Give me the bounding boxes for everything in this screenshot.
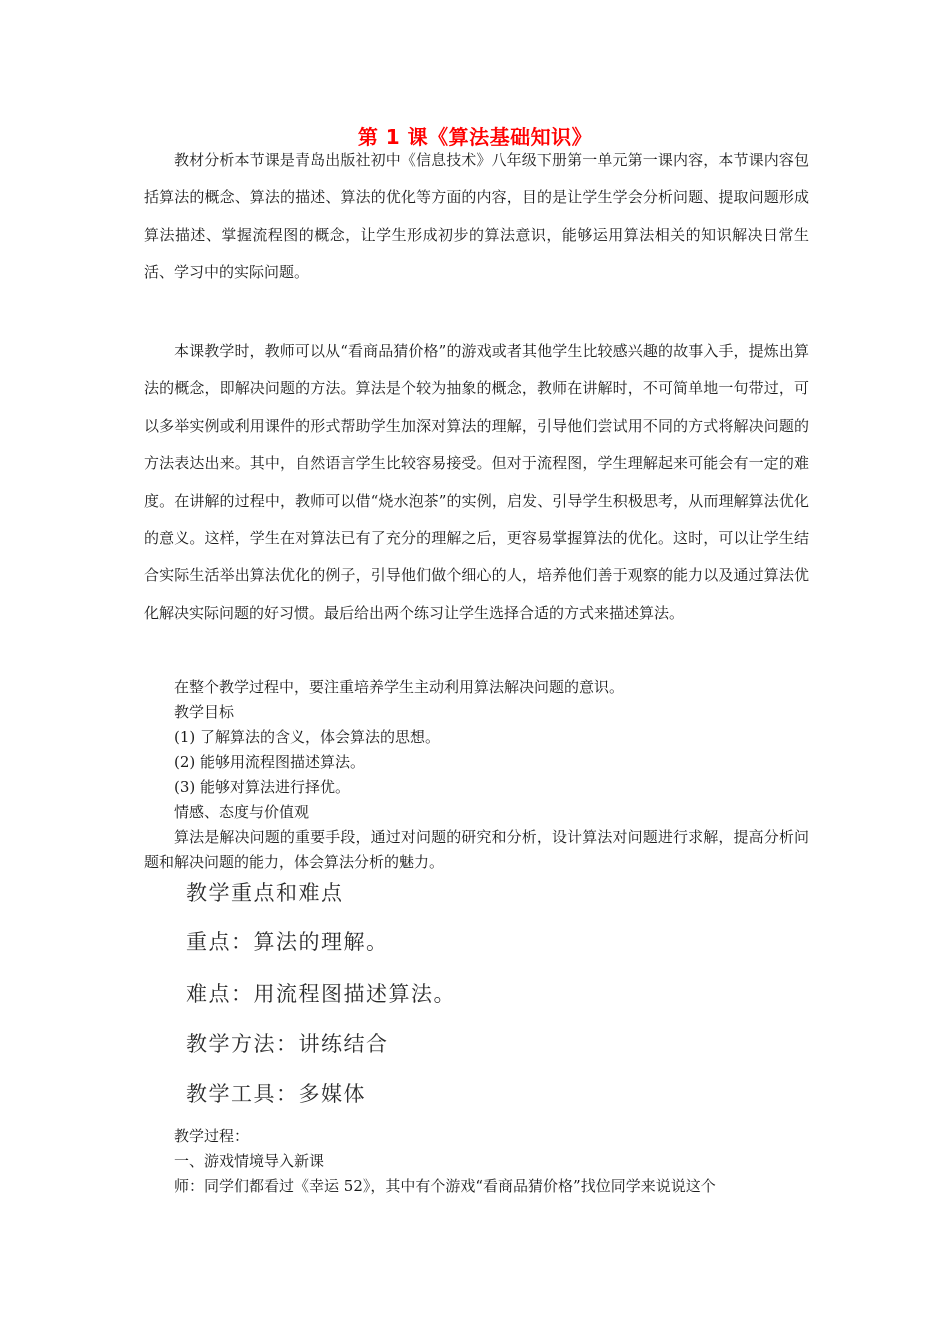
key-difficulty-heading: 教学重点和难点 bbox=[186, 881, 344, 905]
paragraph-teaching-advice bbox=[144, 333, 809, 632]
objective-item-3: (3) 能够对算法进行择优。 bbox=[174, 778, 351, 796]
key-point: 重点：算法的理解。 bbox=[186, 930, 389, 954]
difficult-point: 难点：用流程图描述算法。 bbox=[186, 982, 456, 1006]
emotion-heading: 情感、态度与价值观 bbox=[174, 803, 310, 821]
paragraph-awareness: 在整个教学过程中，要注重培养学生主动利用算法解决问题的意识。 bbox=[174, 678, 625, 696]
objectives-block bbox=[144, 675, 809, 875]
teacher-line: 师：同学们都看过《幸运 52》，其中有个游戏“看商品猜价格”找位同学来说说这个 bbox=[174, 1177, 716, 1195]
objective-item-2: (2) 能够用流程图描述算法。 bbox=[174, 753, 366, 771]
teaching-method: 教学方法：讲练结合 bbox=[186, 1032, 389, 1056]
section-heading: 一、游戏情境导入新课 bbox=[174, 1152, 325, 1170]
process-heading: 教学过程： bbox=[174, 1127, 250, 1145]
objectives-heading: 教学目标 bbox=[174, 703, 235, 721]
paragraph-text: 教材分析本节课是青岛出版社初中《信息技术》八年级下册第一单元第一课内容，本节课内容包括算法的概念、算法的描述、算法的优化等方面的内容，目的是让学生学会分析问题、提取问题形成算法描述、掌握流程图的概念，让学生形成初步的算法意识，能够运用算法相关的知识解决日常生活、学习中的实际问题。 bbox=[144, 151, 809, 282]
teaching-tools: 教学工具：多媒体 bbox=[186, 1082, 366, 1106]
objective-item-1: (1) 了解算法的含义，体会算法的思想。 bbox=[174, 728, 441, 746]
paragraph-material-analysis bbox=[144, 142, 809, 292]
lesson-title: 第 1 课《算法基础知识》 bbox=[357, 125, 593, 149]
process-block bbox=[144, 1124, 809, 1199]
emotion-text: 算法是解决问题的重要手段，通过对问题的研究和分析，设计算法对问题进行求解，提高分析问题和解决问题的能力，体会算法分析的魅力。 bbox=[144, 828, 809, 871]
paragraph-text: 本课教学时，教师可以从“看商品猜价格”的游戏或者其他学生比较感兴趣的故事入手，提炼出算法的概念，即解决问题的方法。算法是个较为抽象的概念，教师在讲解时，不可简单地一句带过，可以多举实例或利用课件的形式帮助学生加深对算法的理解，引导他们尝试用不同的方式将解决问题的方法表达出来。其中，自然语言学生比较容易接受。但对于流程图，学生理解起来可能会有一定的难度。在讲解的过程中，教师可以借“烧水泡茶”的实例，启发、引导学生积极思考，从而理解算法优化的意义。这样，学生在对算法已有了充分的理解之后，更容易掌握算法的优化。这时，可以让学生结合实际生活举出算法优化的例子，引导他们做个细心的人，培养他们善于观察的能力以及通过算法优化解决实际问题的好习惯。最后给出两个练习让学生选择合适的方式来描述算法。 bbox=[144, 342, 809, 622]
